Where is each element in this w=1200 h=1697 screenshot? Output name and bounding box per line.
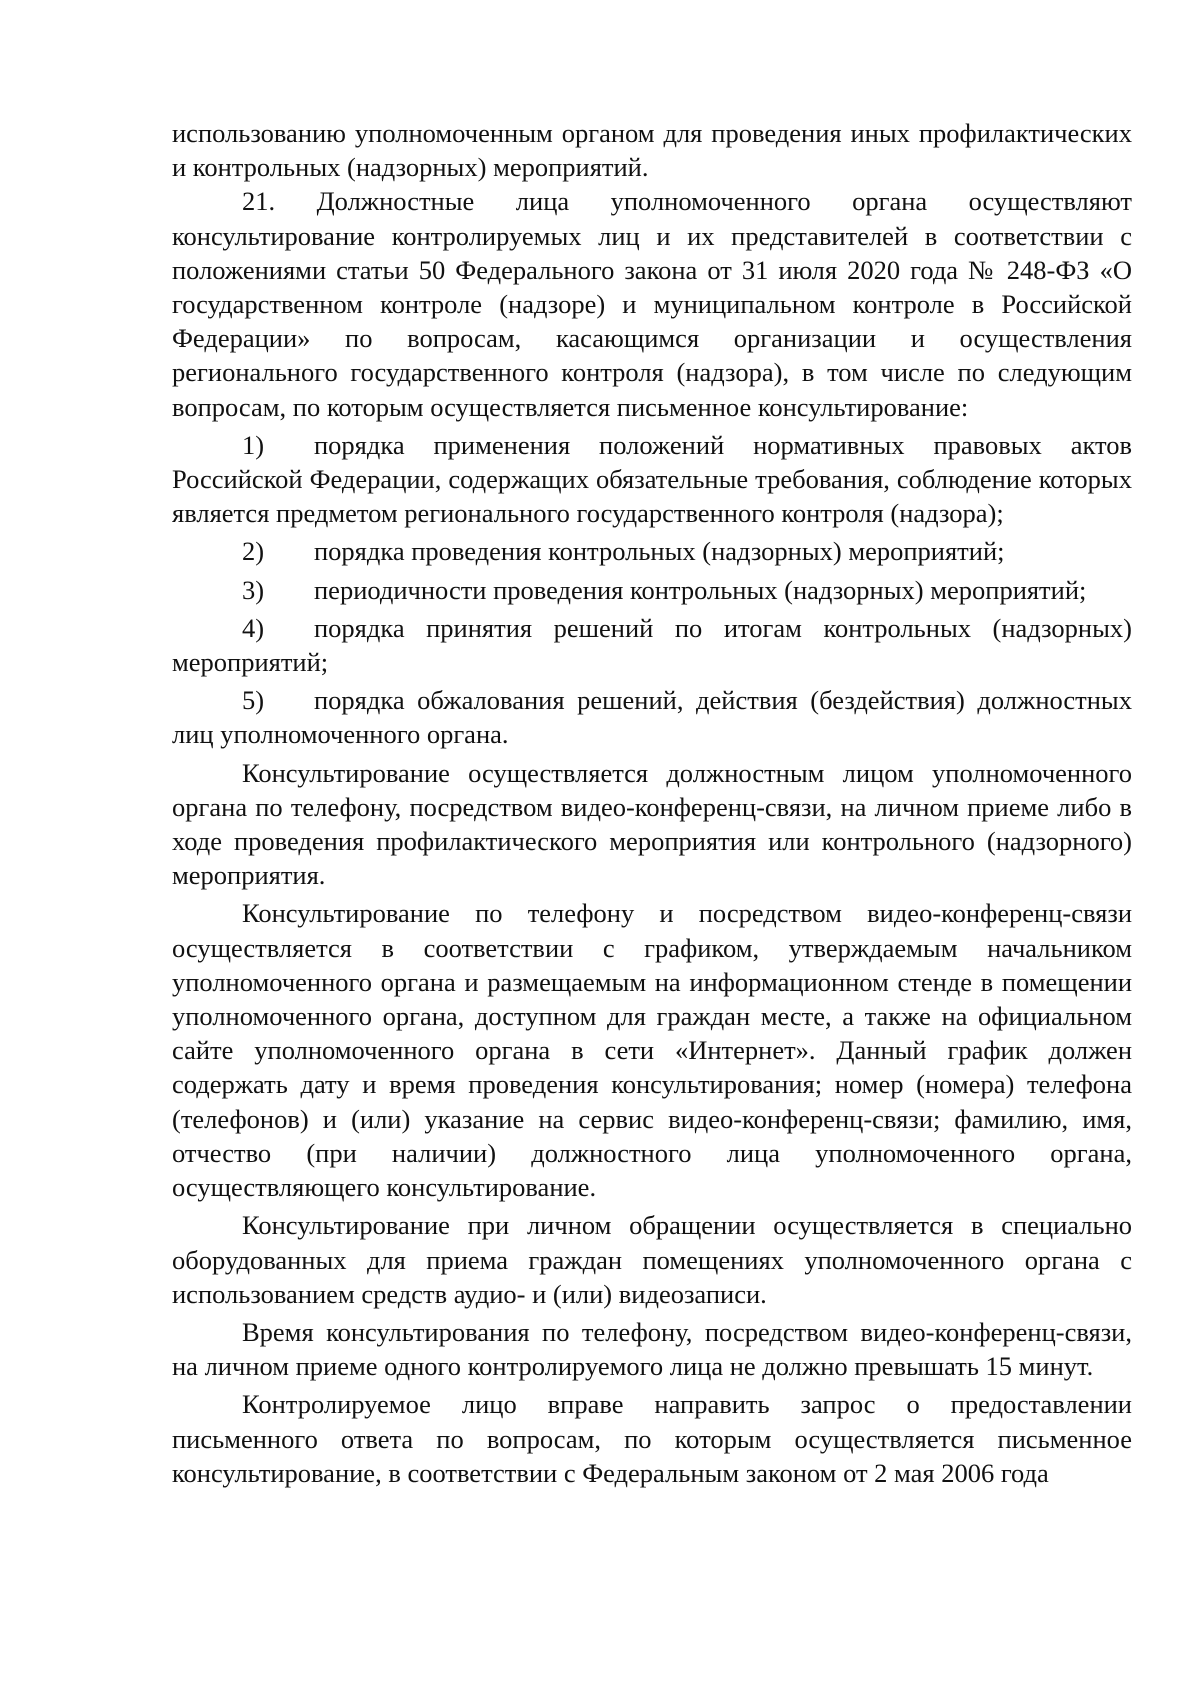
list-item-2	[172, 534, 1132, 568]
list-item-text: порядка обжалования решений, действия (бездействия) должностных лиц уполномоченного органа.	[172, 685, 1132, 750]
list-item-text: порядка принятия решений по итогам контрольных (надзорных) мероприятий;	[172, 612, 1132, 678]
paragraph-consulting-channels: Консультирование осуществляется должностным лицом уполномоченного органа по телефону, посредством видео-конференц-связи, на личном приеме либо в ходе проведения профилактического мероприятия или контрольного (надзорного) мероприятия.	[172, 757, 1132, 891]
list-number: 1)	[242, 429, 265, 460]
paragraph-21: 21. Должностные лица уполномоченного органа осуществляют консультирование контролируемых лиц и их представителей в соответствии с положениями статьи 50 Федерального закона от 31 июля 2020 года № 248-ФЗ «О государственном контроле (надзоре) и муниципальном контроле в Российской Федерации» по вопросам, касающимся организации и осуществления регионального государственного контроля (надзора), в том числе по следующим вопросам, по которым осуществляется письменное консультирование:	[172, 186, 1132, 422]
list-item-1	[172, 428, 1132, 531]
list-item-text: порядка применения положений нормативных правовых актов Российской Федерации, содержащих обязательные требования, соблюдение которых является предметом регионального государственного контроля (надзора);	[172, 429, 1132, 529]
document-body	[172, 116, 1132, 1490]
list-item-text: периодичности проведения контрольных (надзорных) мероприятий;	[314, 574, 1087, 605]
list-item-5	[172, 683, 1132, 751]
list-number: 2)	[242, 536, 265, 567]
list-item-text: порядка проведения контрольных (надзорных) мероприятий;	[314, 536, 1005, 567]
paragraph-written-request: Контролируемое лицо вправе направить запрос о предоставлении письменного ответа по вопросам, по которым осуществляется письменное консультирование, в соответствии с Федеральным законом от 2 мая 2006 года	[172, 1389, 1132, 1488]
list-number: 5)	[242, 685, 265, 716]
paragraph-consulting-duration: Время консультирования по телефону, посредством видео-конференц-связи, на личном приеме одного контролируемого лица не должно превышать 15 минут.	[172, 1316, 1132, 1382]
list-number: 3)	[242, 574, 265, 605]
list-item-4	[172, 611, 1132, 679]
paragraph-consulting-schedule: Консультирование по телефону и посредством видео-конференц-связи осуществляется в соответствии с графиком, утверждаемым начальником уполномоченного органа и размещаемым на информационном стенде в помещении уполномоченного органа, доступном для граждан месте, а также на официальном сайте уполномоченного органа в сети «Интернет». Данный график должен содержать дату и время проведения консультирования; номер (номера) телефона (телефонов) и (или) указание на сервис видео-конференц-связи; фамилию, имя, отчество (при наличии) должностного лица уполномоченного органа, осуществляющего консультирование.	[172, 898, 1132, 1203]
list-number: 4)	[242, 612, 265, 643]
list-item-3	[172, 573, 1132, 607]
paragraph-personal-visit: Консультирование при личном обращении осуществляется в специально оборудованных для приема граждан помещениях уполномоченного органа с использованием средств аудио- и (или) видеозаписи.	[172, 1210, 1132, 1309]
paragraph-continuation: использованию уполномоченным органом для проведения иных профилактических и контрольных (надзорных) мероприятий.	[172, 118, 1132, 183]
